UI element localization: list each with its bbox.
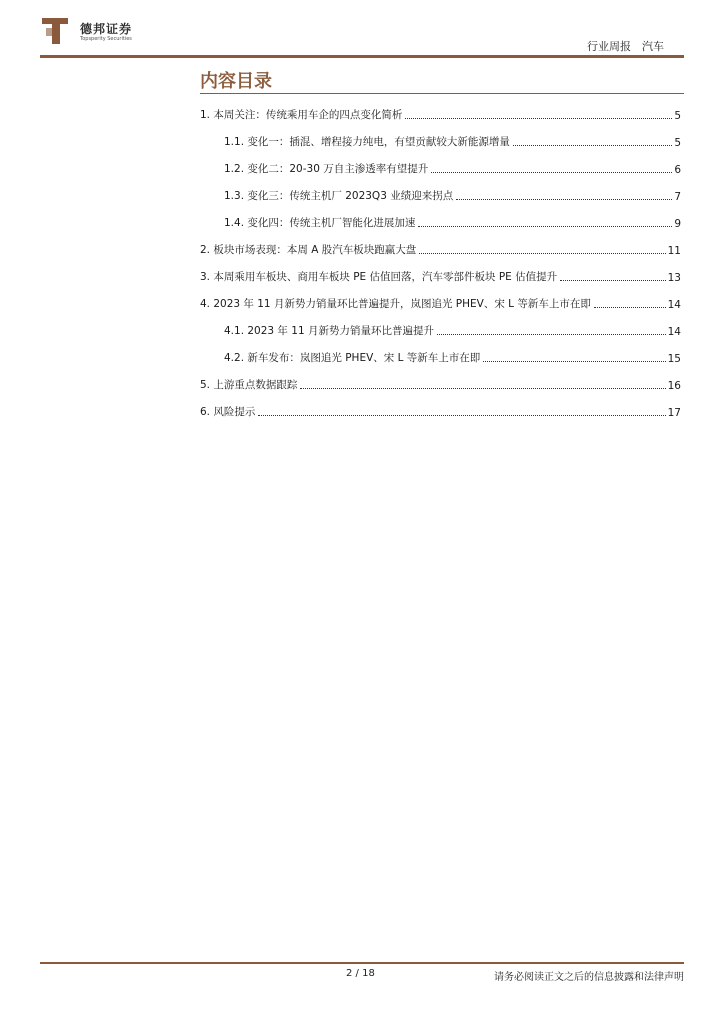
company-logo-icon bbox=[38, 14, 72, 48]
brand-name-cn: 德邦证券 bbox=[80, 22, 133, 36]
toc-entry-page: 15 bbox=[667, 353, 681, 365]
toc-entry[interactable] bbox=[224, 322, 681, 338]
toc-entry-page: 17 bbox=[667, 407, 681, 419]
toc-leader-dots bbox=[418, 226, 672, 227]
toc-leader-dots bbox=[431, 172, 672, 173]
toc-title: 内容目录 bbox=[200, 71, 272, 92]
toc-entry[interactable] bbox=[200, 241, 681, 257]
toc-entry[interactable] bbox=[224, 160, 681, 176]
toc-entry[interactable] bbox=[200, 268, 681, 284]
toc-leader-dots bbox=[456, 199, 672, 200]
toc-leader-dots bbox=[300, 388, 665, 389]
toc-entry-page: 6 bbox=[674, 164, 681, 176]
page-number: 2 / 18 bbox=[346, 968, 375, 979]
toc-entry-page: 11 bbox=[667, 245, 681, 257]
toc-entry-title: 1.1. 变化一：插混、增程接力纯电，有望贡献较大新能源增量 bbox=[224, 136, 510, 148]
toc-entry-page: 7 bbox=[674, 191, 681, 203]
footer-divider bbox=[40, 962, 684, 964]
toc-leader-dots bbox=[437, 334, 666, 335]
toc-entry-page: 13 bbox=[667, 272, 681, 284]
toc-leader-dots bbox=[258, 415, 665, 416]
toc-entry[interactable] bbox=[224, 187, 681, 203]
toc-entry-page: 5 bbox=[674, 110, 681, 122]
toc-entry-page: 14 bbox=[667, 326, 681, 338]
toc-entry-title: 6. 风险提示 bbox=[200, 406, 256, 418]
toc-entry-title: 4.2. 新车发布：岚图追光 PHEV、宋 L 等新车上市在即 bbox=[224, 352, 481, 364]
header-divider bbox=[40, 55, 684, 58]
toc-title-divider bbox=[200, 93, 684, 94]
toc-entry[interactable] bbox=[200, 106, 681, 122]
toc-leader-dots bbox=[483, 361, 665, 362]
legal-disclaimer: 请务必阅读正文之后的信息披露和法律声明 bbox=[494, 972, 684, 983]
toc-entry-title: 4. 2023 年 11 月新势力销量环比普遍提升，岚图追光 PHEV、宋 L 等新车上市在即 bbox=[200, 298, 591, 310]
toc-entry-page: 14 bbox=[667, 299, 681, 311]
toc-entry-title: 2. 板块市场表现：本周 A 股汽车板块跑赢大盘 bbox=[200, 244, 417, 256]
toc-entry-title: 5. 上游重点数据跟踪 bbox=[200, 379, 298, 391]
toc-entry[interactable] bbox=[224, 133, 681, 149]
toc-entry-page: 16 bbox=[667, 380, 681, 392]
company-logo bbox=[38, 14, 148, 50]
toc-leader-dots bbox=[405, 118, 672, 119]
toc-entry[interactable] bbox=[200, 376, 681, 392]
brand-name-en: Topsperity Securities bbox=[80, 36, 132, 42]
toc-leader-dots bbox=[513, 145, 672, 146]
toc-entry[interactable] bbox=[200, 403, 681, 419]
toc-entry-title: 4.1. 2023 年 11 月新势力销量环比普遍提升 bbox=[224, 325, 434, 337]
toc-entry-title: 1.2. 变化二：20-30 万自主渗透率有望提升 bbox=[224, 163, 429, 175]
toc-entry[interactable] bbox=[224, 349, 681, 365]
toc-entry-page: 9 bbox=[674, 218, 681, 230]
toc-entry[interactable] bbox=[224, 214, 681, 230]
toc-entry-title: 1. 本周关注：传统乘用车企的四点变化简析 bbox=[200, 109, 403, 121]
toc-entry-title: 1.3. 变化三：传统主机厂 2023Q3 业绩迎来拐点 bbox=[224, 190, 454, 202]
toc-entry-title: 1.4. 变化四：传统主机厂智能化进展加速 bbox=[224, 217, 416, 229]
toc-entry-page: 5 bbox=[674, 137, 681, 149]
toc-leader-dots bbox=[419, 253, 665, 254]
report-type-label: 行业周报 汽车 bbox=[587, 40, 664, 53]
toc-entry[interactable] bbox=[200, 295, 681, 311]
toc-leader-dots bbox=[594, 307, 666, 308]
toc-entry-title: 3. 本周乘用车板块、商用车板块 PE 估值回落，汽车零部件板块 PE 估值提升 bbox=[200, 271, 558, 283]
toc-leader-dots bbox=[560, 280, 665, 281]
